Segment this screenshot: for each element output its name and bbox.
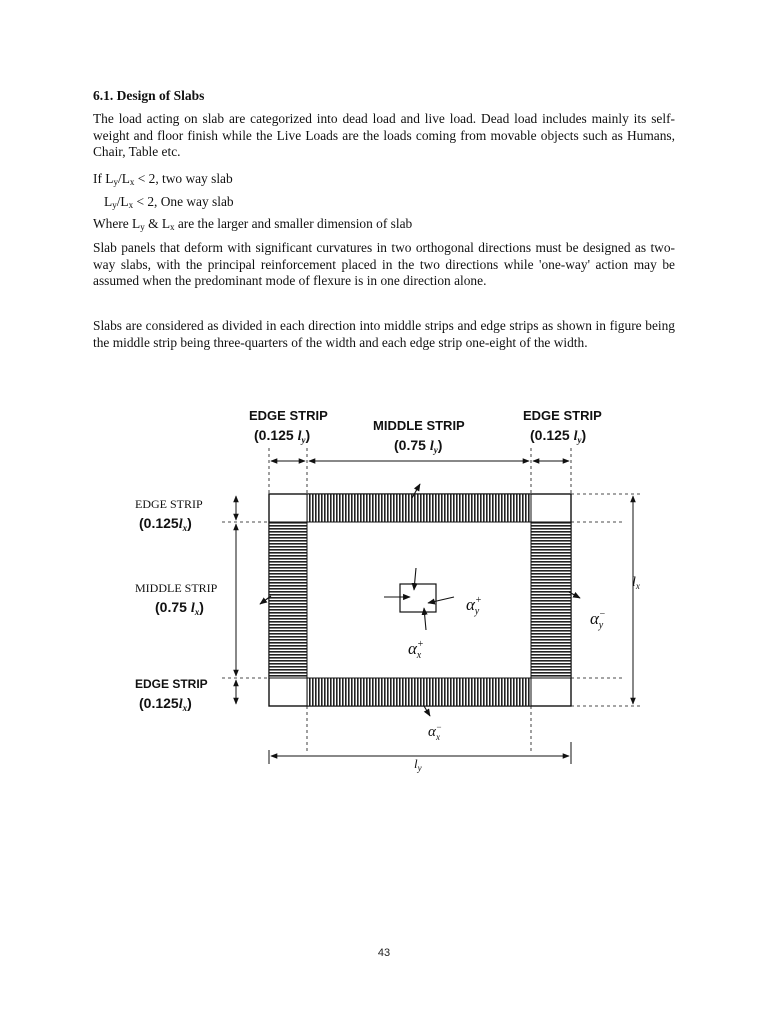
left-middle-strip-hatch	[269, 522, 307, 678]
dimension-definition: Where $L_y$ & $L_x$ are the larger and smaller dimension of slab	[93, 216, 413, 232]
bottom-middle-strip-hatch	[307, 678, 531, 706]
alpha-y-negative: α− y	[590, 609, 606, 631]
top-middle-strip-value: (0.75 $l_y$)	[394, 437, 443, 455]
top-middle-strip-label: MIDDLE STRIP	[373, 418, 465, 433]
left-top-edge-strip-label: EDGE STRIP	[135, 497, 203, 511]
lx-dimension-label: $l_x$	[632, 575, 640, 591]
left-bottom-edge-strip-label: EDGE STRIP	[135, 677, 208, 691]
top-left-edge-strip-value: (0.125 $l_y$)	[254, 427, 311, 445]
paragraph-strips: Slabs are considered as divided in each direction into middle strips and edge strips as shown in figure being the middle strip being three-quarters of the width and each edge strip one-eight of the width.	[93, 318, 675, 350]
alpha-x-positive: α+ x	[408, 639, 424, 661]
top-left-edge-strip-label: EDGE STRIP	[249, 408, 328, 423]
center-element	[400, 584, 436, 612]
paragraph-two-way: Slab panels that deform with significant curvatures in two orthogonal directions must be designed as two-way slabs, with the principal reinforcement placed in the two directions while 'one-way' action may be assumed when the predominant mode of flexure is in one direction alone.	[93, 240, 675, 288]
page-number: 43	[377, 947, 391, 959]
left-middle-strip-value: (0.75 $l_x$)	[155, 599, 204, 617]
section-heading: 6.1. Design of Slabs	[93, 88, 205, 103]
condition-two-way: If $L_y/L_x < 2$, two way slab	[93, 171, 233, 187]
condition-one-way: $L_y/L_x < 2$, One way slab	[104, 194, 234, 210]
left-middle-strip-label: MIDDLE STRIP	[135, 581, 218, 595]
paragraph-loads: The load acting on slab are categorized into dead load and live load. Dead load includes mainly its self-weight and floor finish while the Live Loads are the loads coming from movable objects such as Humans, Chair, Table etc.	[93, 111, 675, 159]
alpha-y-positive: α+ y	[466, 595, 482, 617]
left-top-edge-strip-value: $(0.125l_x)$	[139, 515, 192, 533]
top-right-edge-strip-value: (0.125 $l_y$)	[530, 427, 587, 445]
alpha-x-negative: α− x	[428, 722, 442, 742]
ly-dimension-label: $l_y$	[414, 756, 422, 773]
right-middle-strip-hatch	[531, 522, 571, 678]
top-middle-strip-hatch	[307, 494, 531, 522]
left-bottom-edge-strip-value: $(0.125l_x)$	[139, 695, 192, 713]
top-right-edge-strip-label: EDGE STRIP	[523, 408, 602, 423]
